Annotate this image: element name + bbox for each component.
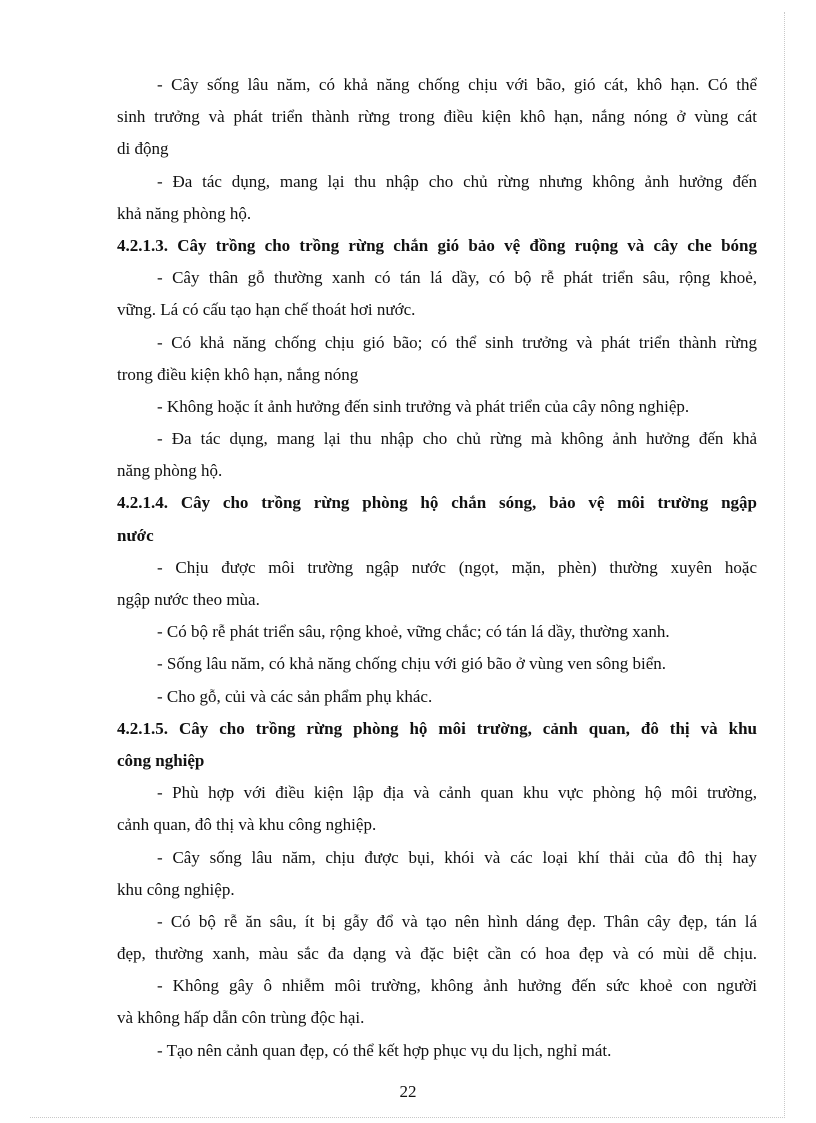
paragraph-line: đẹp, thường xanh, màu sắc đa dạng và đặc biệt cần có hoa đẹp và có mùi dễ chịu. (117, 944, 757, 964)
paragraph-line: - Cây sống lâu năm, chịu được bụi, khói và các loại khí thải của đô thị hay (157, 847, 757, 867)
paragraph-line: và không hấp dẫn côn trùng độc hại. (117, 1008, 365, 1028)
section-heading: 4.2.1.4. Cây cho trồng rừng phòng hộ chắn sóng, bảo vệ môi trường ngập (117, 493, 757, 513)
section-heading: 4.2.1.3. Cây trồng cho trồng rừng chắn gió bảo vệ đồng ruộng và cây che bóng (117, 235, 757, 255)
paragraph-line: - Đa tác dụng, mang lại thu nhập cho chủ rừng nhưng không ảnh hưởng đến (157, 171, 757, 191)
section-heading: 4.2.1.5. Cây cho trồng rừng phòng hộ môi trường, cảnh quan, đô thị và khu (117, 718, 757, 738)
paragraph-line: - Tạo nên cảnh quan đẹp, có thể kết hợp phục vụ du lịch, nghỉ mát. (157, 1040, 612, 1060)
paragraph-line: cảnh quan, đô thị và khu công nghiệp. (117, 815, 377, 835)
paragraph-line: khả năng phòng hộ. (117, 203, 252, 223)
paragraph-line: - Có khả năng chống chịu gió bão; có thể sinh trưởng và phát triển thành rừng (157, 332, 757, 352)
paragraph-line: - Chịu được môi trường ngập nước (ngọt, mặn, phèn) thường xuyên hoặc (157, 557, 757, 577)
page-body (117, 69, 757, 1067)
paragraph-line: - Cho gỗ, củi và các sản phẩm phụ khác. (157, 686, 433, 706)
section-heading-continuation: nước (117, 525, 154, 545)
paragraph-line: khu công nghiệp. (117, 879, 235, 899)
page-number: 22 (399, 1082, 417, 1101)
paragraph-line: - Không hoặc ít ảnh hưởng đến sinh trưởng và phát triển của cây nông nghiệp. (157, 396, 690, 416)
paragraph-line: - Có bộ rễ phát triển sâu, rộng khoẻ, vững chắc; có tán lá dầy, thường xanh. (157, 622, 670, 642)
paragraph-line: năng phòng hộ. (117, 461, 223, 481)
paragraph-line: - Sống lâu năm, có khả năng chống chịu với gió bão ở vùng ven sông biển. (157, 654, 667, 674)
paragraph-line: - Cây sống lâu năm, có khả năng chống chịu với bão, gió cát, khô hạn. Có thể (157, 75, 757, 94)
paragraph-line: vững. Lá có cấu tạo hạn chế thoát hơi nước. (117, 300, 416, 320)
paragraph-line: - Đa tác dụng, mang lại thu nhập cho chủ rừng mà không ảnh hưởng đến khả (157, 429, 757, 449)
paragraph-line: ngập nước theo mùa. (117, 590, 260, 609)
section-heading-continuation: công nghiệp (117, 750, 205, 770)
paragraph-line: - Có bộ rễ ăn sâu, ít bị gẫy đổ và tạo nên hình dáng đẹp. Thân cây đẹp, tán lá (157, 911, 757, 931)
paragraph-line: - Cây thân gỗ thường xanh có tán lá dầy, có bộ rễ phát triển sâu, rộng khoẻ, (157, 268, 757, 288)
paragraph-line: - Phù hợp với điều kiện lập địa và cảnh quan khu vực phòng hộ môi trường, (157, 783, 757, 803)
paragraph-line: di động (117, 139, 169, 159)
paragraph-line: - Không gây ô nhiễm môi trường, không ảnh hưởng đến sức khoẻ con người (157, 976, 757, 996)
paragraph-line: sinh trưởng và phát triển thành rừng trong điều kiện khô hạn, nắng nóng ở vùng cát (117, 107, 757, 127)
paragraph-line: trong điều kiện khô hạn, nắng nóng (117, 364, 359, 384)
